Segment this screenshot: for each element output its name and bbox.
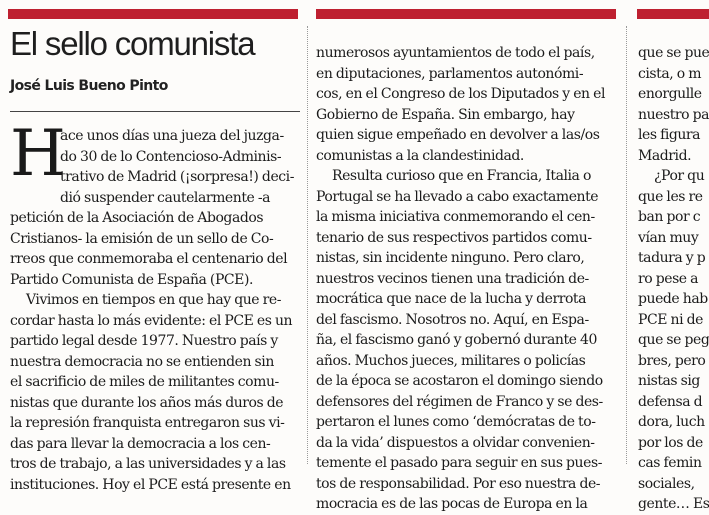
text-line: ace unos días una jueza del juzga- xyxy=(60,128,284,144)
text-line: puede hab xyxy=(638,291,708,307)
text-line: Portugal se ha llevado a cabo exactamente xyxy=(316,188,599,205)
text-line: mocrática que nace de la lucha y derrota xyxy=(316,291,586,307)
text-line: tos de responsabilidad. Por eso nuestra de- xyxy=(316,475,601,492)
text-line: defensa d xyxy=(638,393,703,410)
column-header-bar xyxy=(637,9,709,19)
text-line: trativo de Madrid (¡sorpresa!) deci- xyxy=(60,169,294,185)
text-line: comunistas a la clandestinidad. xyxy=(316,147,524,164)
text-line: nistas que durante los años más duros de xyxy=(10,394,284,411)
text-line: gente… Es xyxy=(638,496,709,512)
author-byline: José Luis Bueno Pinto xyxy=(10,78,168,94)
text-line: Vivimos en tiempos en que hay que re- xyxy=(26,292,281,308)
text-line: en diputaciones, parlamentos autonómi- xyxy=(316,65,584,82)
text-line: nuestros vecinos tienen una tradición de- xyxy=(316,270,589,287)
column-divider xyxy=(626,26,627,464)
text-line: instituciones. Hoy el PCE está presente en xyxy=(10,476,291,493)
text-line: tadura y p xyxy=(638,250,706,266)
text-line: de la época se acostaron el domingo siendo xyxy=(316,373,603,389)
text-line: el sacrificio de miles de militantes comu- xyxy=(10,374,279,390)
column-header-bar xyxy=(316,9,616,19)
text-line: cista, o m xyxy=(638,65,702,82)
text-line: les figura xyxy=(638,127,701,143)
article-column-1 xyxy=(10,117,300,495)
text-line: temente el pasado para seguir en sus pues- xyxy=(316,455,602,471)
text-line: que se peg xyxy=(638,332,709,348)
column-header-bar xyxy=(8,9,298,19)
text-line: tros de trabajo, a las universidades y a las xyxy=(10,456,286,472)
text-line: defensores del régimen de Franco y se des- xyxy=(316,393,603,410)
text-line: ban por c xyxy=(638,209,701,225)
column-3-text xyxy=(638,43,709,515)
article-column-3 xyxy=(638,43,709,515)
text-line: la represión franquista entregaron sus vi- xyxy=(10,415,285,431)
text-line: tenario de sus respectivos partidos comu- xyxy=(316,229,592,246)
text-line: del fascismo. Nosotros no. Aquí, en Espa- xyxy=(316,311,589,328)
text-line: enorgulle xyxy=(638,86,702,102)
text-line: Madrid. xyxy=(638,147,692,164)
text-line: bres, pero xyxy=(638,352,706,369)
drop-cap: H xyxy=(10,117,66,191)
text-line: dora, luch xyxy=(638,414,705,430)
column-divider xyxy=(307,26,308,464)
column-2-text xyxy=(316,43,616,515)
article-column-2 xyxy=(316,43,616,515)
text-line: ¿Por qu xyxy=(654,168,705,184)
byline-divider xyxy=(10,111,300,112)
text-line: nistas sig xyxy=(638,373,700,389)
text-line: sociales, xyxy=(638,475,695,492)
text-line: partido legal desde 1977. Nuestro país y xyxy=(10,333,278,349)
text-line: Gobierno de España. Sin embargo, hay xyxy=(316,106,575,123)
text-line: Resulta curioso que en Francia, Italia o xyxy=(332,168,591,184)
text-line: por los de xyxy=(638,434,703,451)
text-line: cordar hasta lo más evidente: el PCE es un xyxy=(10,312,293,329)
text-line: dió suspender cautelarmente -a xyxy=(60,189,271,206)
text-line: que se pue xyxy=(638,45,709,61)
text-line: nuestro pa xyxy=(638,106,709,123)
text-line: da la vida’ dispuestos a olvidar convenien- xyxy=(316,434,595,451)
text-line: quien sigue empeñado en devolver a las/os xyxy=(316,127,600,143)
text-line: mocracia es de las pocas de Europa en la xyxy=(316,496,588,512)
text-line: do 30 de lo Contencioso-Adminis- xyxy=(60,148,282,165)
text-line: petición de la Asociación de Abogados xyxy=(10,210,264,226)
text-line: Cristianos- la emisión de un sello de Co- xyxy=(10,230,274,247)
text-line: nistas, sin incidente ninguno. Pero claro, xyxy=(316,250,585,266)
text-line: que les re xyxy=(638,188,703,205)
column-1-text xyxy=(10,117,300,495)
text-line: vían muy xyxy=(638,229,699,246)
text-line: pertaron el lunes como ‘demócratas de to- xyxy=(316,414,596,430)
text-line: rreos que conmemoraba el centenario del xyxy=(10,251,288,267)
text-line: la misma iniciativa conmemorando el cen- xyxy=(316,209,595,225)
text-line: PCE ni de xyxy=(638,311,703,328)
text-line: cos, en el Congreso de los Diputados y en el xyxy=(316,86,605,102)
text-line: ro pese a xyxy=(638,270,699,287)
text-line: años. Muchos jueces, militares o policías xyxy=(316,352,586,369)
text-line: ña, el fascismo ganó y gobernó durante 40 xyxy=(316,332,597,348)
text-line: cas femin xyxy=(638,455,702,471)
article-title: El sello comunista xyxy=(10,25,255,62)
text-line: nuestra democracia no se entienden sin xyxy=(10,353,274,370)
text-line: numerosos ayuntamientos de todo el país, xyxy=(316,45,595,61)
text-line: Partido Comunista de España (PCE). xyxy=(10,271,253,288)
text-line: das para llevar la democracia a los cen- xyxy=(10,435,271,452)
